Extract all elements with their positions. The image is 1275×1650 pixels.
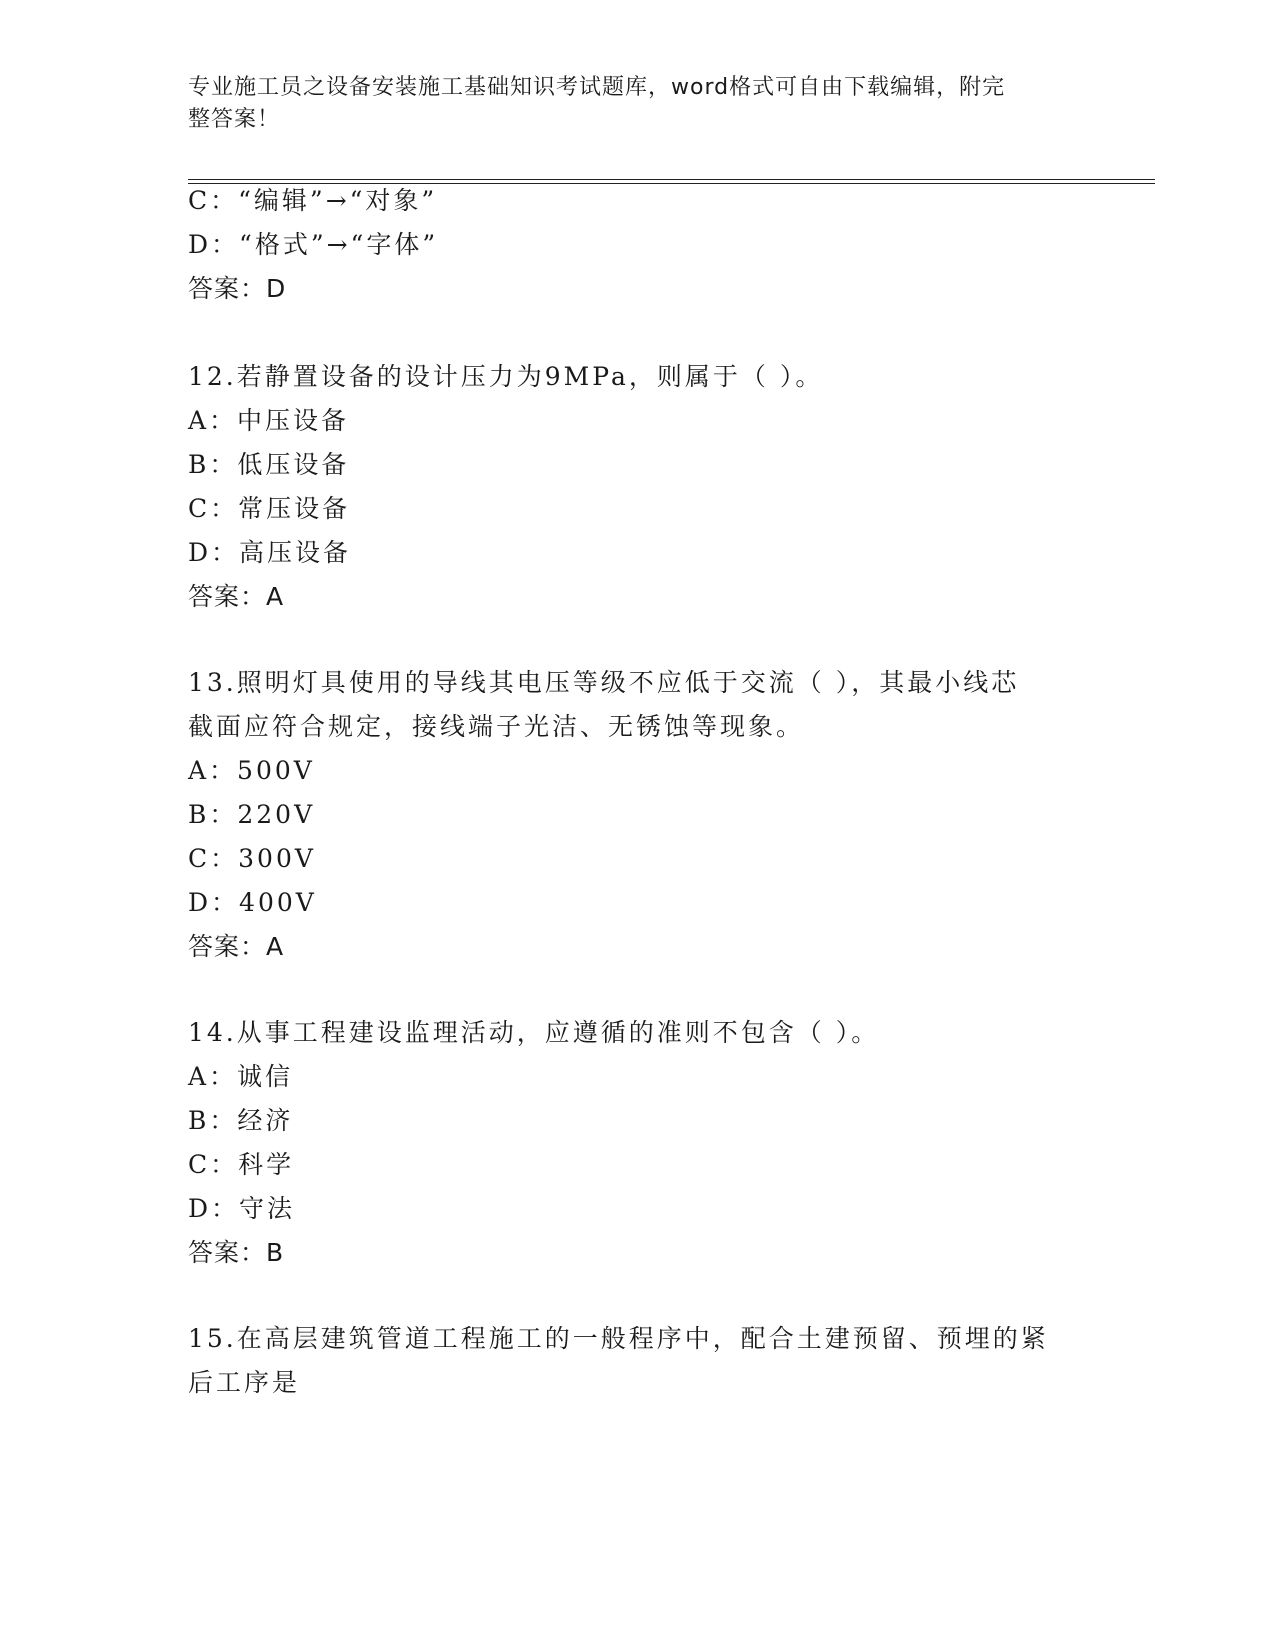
q13-question-line-2: 截面应符合规定，接线端子光洁、无锈蚀等现象。 bbox=[188, 712, 805, 741]
q11-answer: 答案：D bbox=[188, 274, 287, 303]
q13-option-a: A：500V bbox=[188, 756, 315, 785]
q12-option-d: D：高压设备 bbox=[188, 538, 352, 567]
q14-option-d: D：守法 bbox=[188, 1194, 296, 1223]
q11-option-c: C：“编辑”→“对象” bbox=[188, 186, 438, 215]
q11-option-d: D：“格式”→“字体” bbox=[188, 230, 439, 259]
q15-question-line-2: 后工序是 bbox=[188, 1368, 301, 1397]
q13-option-c: C：300V bbox=[188, 844, 316, 873]
q14-question: 14.从事工程建设监理活动，应遵循的准则不包含（ ）。 bbox=[188, 1018, 880, 1047]
q14-option-a: A：诚信 bbox=[188, 1062, 294, 1091]
q12-answer: 答案：A bbox=[188, 582, 285, 611]
q14-option-b: B：经济 bbox=[188, 1106, 294, 1135]
page-header bbox=[188, 72, 1068, 136]
q12-option-a: A：中压设备 bbox=[188, 406, 350, 435]
q14-option-c: C：科学 bbox=[188, 1150, 295, 1179]
q12-option-b: B：低压设备 bbox=[188, 450, 350, 479]
q13-question-line-1: 13.照明灯具使用的导线其电压等级不应低于交流（ ），其最小线芯 bbox=[188, 668, 1020, 697]
q13-answer: 答案：A bbox=[188, 932, 285, 961]
header-line-2: 整答案！ bbox=[188, 107, 281, 132]
q14-answer: 答案：B bbox=[188, 1238, 285, 1267]
q15-question-line-1: 15.在高层建筑管道工程施工的一般程序中，配合土建预留、预埋的紧 bbox=[188, 1324, 1049, 1353]
q12-question: 12.若静置设备的设计压力为9MPa，则属于（ ）。 bbox=[188, 362, 824, 391]
q13-option-d: D：400V bbox=[188, 888, 317, 917]
header-divider-top bbox=[188, 179, 1155, 180]
q13-option-b: B：220V bbox=[188, 800, 316, 829]
q12-option-c: C：常压设备 bbox=[188, 494, 351, 523]
header-line-1: 专业施工员之设备安装施工基础知识考试题库，word格式可自由下载编辑，附完 bbox=[188, 75, 1006, 100]
